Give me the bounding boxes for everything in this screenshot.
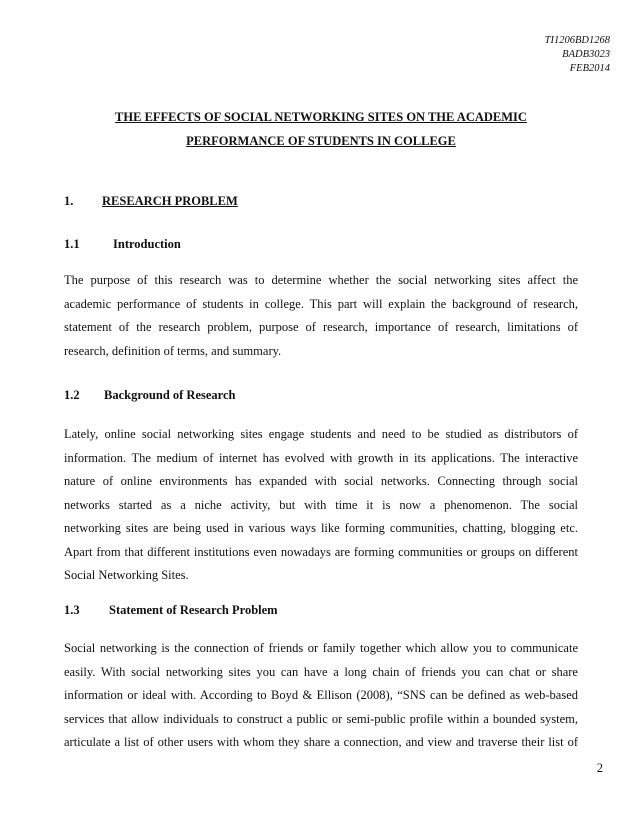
section-1-3-paragraph xyxy=(64,637,578,755)
section-1-2-heading xyxy=(64,387,236,403)
section-1-number: 1. xyxy=(64,194,74,208)
section-1-2-number: 1.2 xyxy=(64,388,80,402)
paragraph-line: The purpose of this research was to determine whether the social networking sites affect the xyxy=(64,273,578,287)
header-date: FEB2014 xyxy=(569,63,610,74)
section-1-3-heading xyxy=(64,602,278,618)
section-1-1-label: Introduction xyxy=(113,237,181,251)
section-1-3-label: Statement of Research Problem xyxy=(109,603,278,617)
paragraph-line: services that allow individuals to construct a public or semi-public profile within a bounded system, xyxy=(64,711,578,726)
section-1-label: RESEARCH PROBLEM xyxy=(102,194,238,208)
section-1-3-number: 1.3 xyxy=(64,603,80,617)
title-line-2: PERFORMANCE OF STUDENTS IN COLLEGE xyxy=(186,134,456,148)
section-1-2-label: Background of Research xyxy=(104,388,236,402)
header-id: TI1206BD1268 xyxy=(544,35,610,46)
paragraph-line: research, definition of terms, and summary. xyxy=(64,343,282,358)
paragraph-line: statement of the research problem, purpose of research, importance of research, limitations of xyxy=(64,320,578,334)
paragraph-line: information or ideal with. According to Boyd & Ellison (2008), “SNS can be defined as web-based xyxy=(64,688,578,702)
paragraph-line: Apart from that different institutions even nowadays are forming communities or groups on different xyxy=(64,544,578,559)
document-title xyxy=(64,105,578,153)
paragraph-line: nature of online environments has expanded with social networks. Connecting through social xyxy=(64,474,578,488)
paragraph-line: networking sites are being used in various ways like forming communities, chatting, blogging etc. xyxy=(64,521,578,535)
page-number: 2 xyxy=(596,761,603,775)
paragraph-line: information. The medium of internet has evolved with growth in its applications. The interactive xyxy=(64,450,578,465)
section-1-1-paragraph xyxy=(64,269,578,363)
section-1-1-number: 1.1 xyxy=(64,237,80,251)
header-meta xyxy=(545,34,610,76)
paragraph-line: Lately, online social networking sites engage students and need to be studied as distributors of xyxy=(64,427,578,441)
paragraph-line: easily. With social networking sites you can have a long chain of friends you can chat or share xyxy=(64,664,578,679)
paragraph-line: academic performance of students in college. This part will explain the background of research, xyxy=(64,296,578,311)
section-1-heading xyxy=(64,193,238,209)
section-1-1-heading xyxy=(64,236,181,252)
section-1-2-paragraph xyxy=(64,423,578,588)
paragraph-line: articulate a list of other users with whom they share a connection, and view and traverse their list of xyxy=(64,735,578,749)
paragraph-line: networks started as a niche activity, but with time it is now a phenomenon. The social xyxy=(64,497,578,512)
paragraph-line: Social networking is the connection of friends or family together which allow you to communicate xyxy=(64,641,578,655)
header-course: BADB3023 xyxy=(562,49,610,60)
paragraph-line: Social Networking Sites. xyxy=(64,568,189,582)
title-line-1: THE EFFECTS OF SOCIAL NETWORKING SITES ON THE ACADEMIC xyxy=(115,110,527,124)
